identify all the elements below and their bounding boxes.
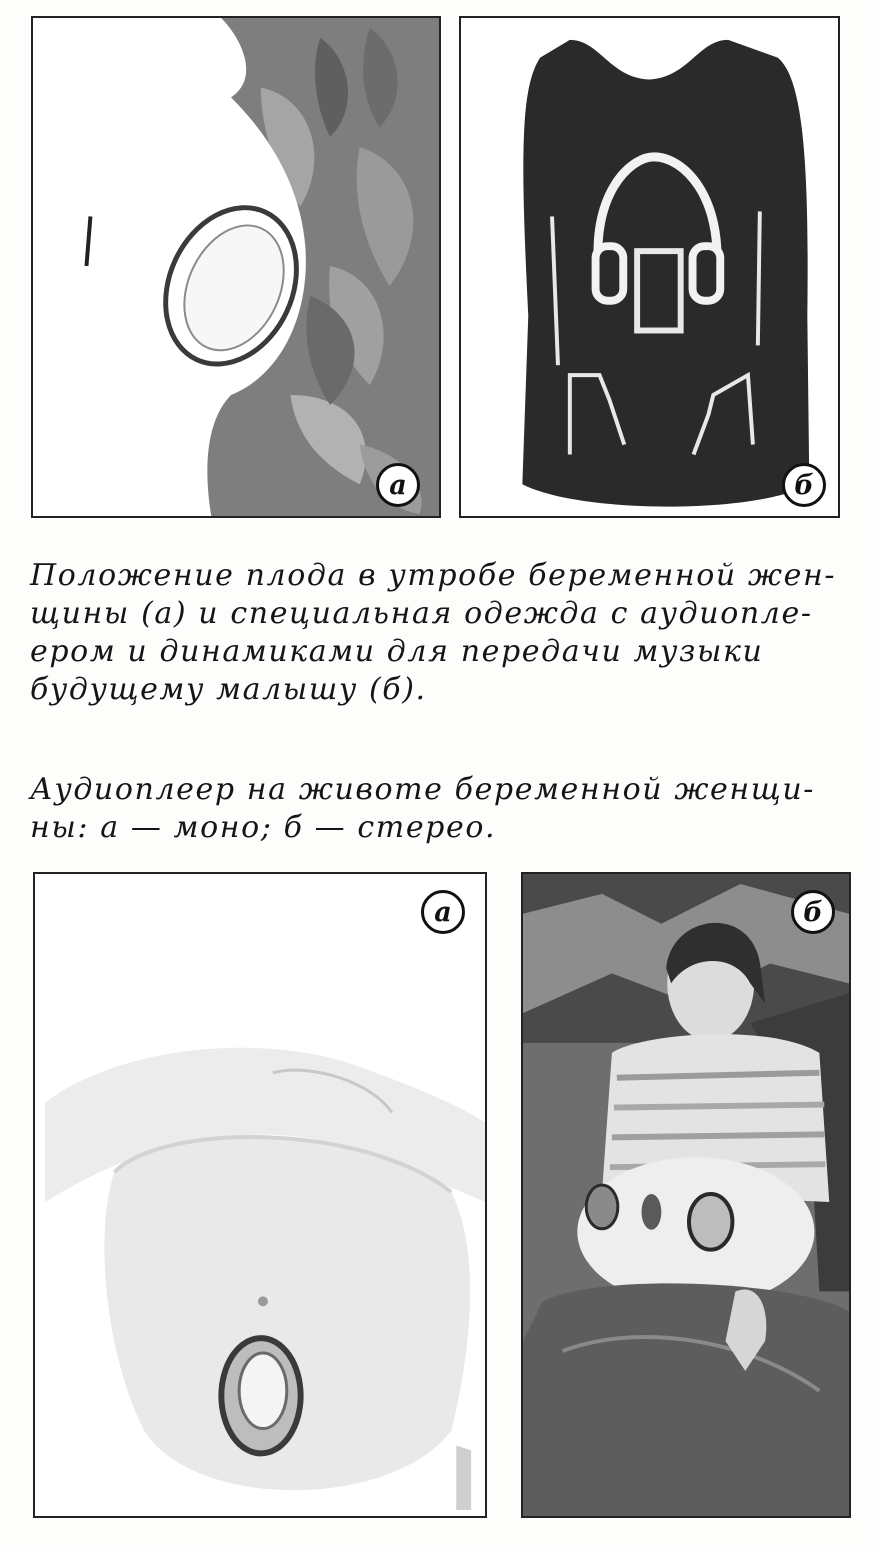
caption-line: ером и динамиками для передачи музыки xyxy=(30,634,764,669)
womb-illustration xyxy=(33,18,439,516)
caption-line: щины (а) и специальная одежда с аудиопле- xyxy=(30,596,813,631)
mono-player-photo-panel xyxy=(33,872,487,1518)
stereo-player-photo-panel xyxy=(521,872,851,1518)
bottom-figure-caption xyxy=(30,771,850,847)
caption-line: Аудиоплеер на животе беременной женщи- xyxy=(30,772,816,807)
panel-label-badge: б xyxy=(791,890,835,934)
caption-line: будущему малышу (б). xyxy=(30,672,427,707)
stereo-player-photo xyxy=(523,874,849,1516)
caption-line: ны: а — моно; б — стерео. xyxy=(30,810,497,845)
womb-illustration-panel xyxy=(31,16,441,518)
mono-player-photo xyxy=(35,874,485,1516)
panel-label-badge: а xyxy=(376,463,420,507)
panel-label-badge: а xyxy=(421,890,465,934)
caption-line: Положение плода в утробе беременной жен- xyxy=(30,558,837,593)
speaker-shirt-illustration xyxy=(461,18,838,516)
panel-label-badge: б xyxy=(782,463,826,507)
speaker-shirt-panel xyxy=(459,16,840,518)
top-figure-caption xyxy=(30,557,850,709)
